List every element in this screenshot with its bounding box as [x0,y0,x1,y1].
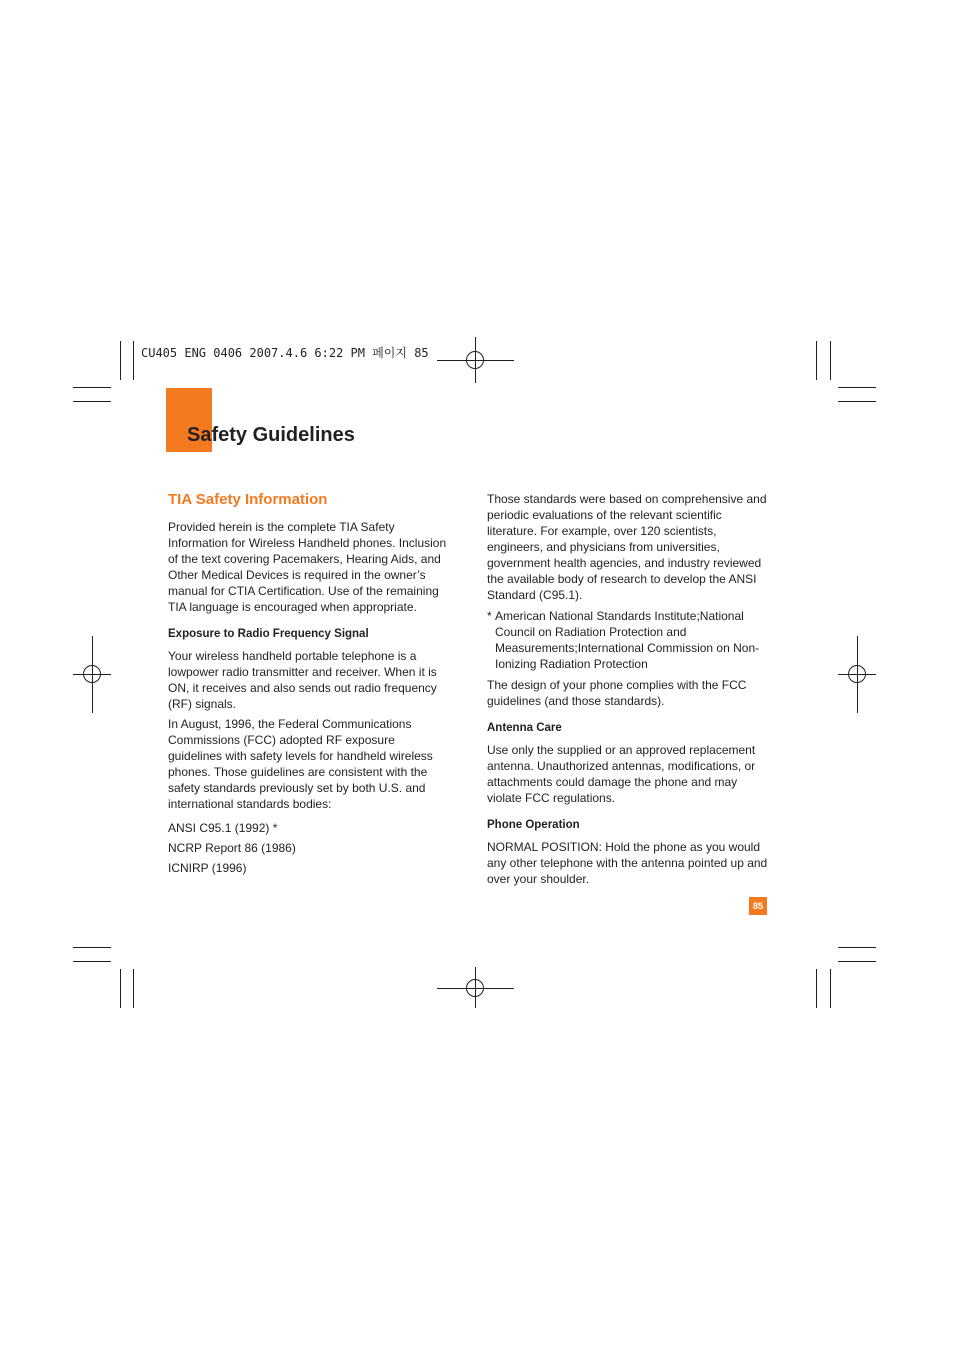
antenna-paragraph: Use only the supplied or an approved replacement antenna. Unauthorized antennas, modifications, or attachments could damage the phone and may violate FCC regulations. [487,743,756,805]
rf-paragraph: Your wireless handheld portable telephone is a lowpower radio transmitter and receiver. When it is ON, it receives and also sends out radio frequency (RF) signals. [168,649,437,711]
section-heading: TIA Safety Information [168,491,328,508]
standards-paragraph: Those standards were based on comprehensive and periodic evaluations of the relevant scientific literature. For example, over 120 scientists, engineers, and physicians from universities, government health agencies, and industry reviewed the available body of research to develop the ANSI Standard (C95.1). [487,492,767,602]
crop-mark [816,969,817,1008]
crop-mark [830,341,831,380]
crop-mark [133,969,134,1008]
subsection-heading: Exposure to Radio Frequency Signal [168,628,369,640]
crop-mark [73,961,111,962]
left-column [168,491,452,880]
operation-heading: Phone Operation [487,819,580,831]
footnote-text: American National Standards Institute;National Council on Radiation Protection and Measurements;International Commission on Non-Ionizing Radiation Protection [495,609,760,671]
crop-mark [120,341,121,380]
page-title: Safety Guidelines [187,424,355,446]
crop-mark [73,387,111,388]
standard-reference: ICNIRP (1996) [168,861,247,875]
crop-mark [830,969,831,1008]
footnote [487,608,769,672]
crop-mark [838,401,876,402]
crop-mark [73,947,111,948]
crop-mark [133,341,134,380]
crop-mark [816,341,817,380]
print-slug: CU405 ENG 0406 2007.4.6 6:22 PM 페이지 85 [141,346,429,360]
crop-mark [838,387,876,388]
crop-mark [838,947,876,948]
crop-mark [120,969,121,1008]
intro-paragraph: Provided herein is the complete TIA Safety Information for Wireless Handheld phones. Inclusion of the text covering Pacemakers, Hearing Aids, and Other Medical Devices is required in the owner’s manual for CTIA Certification. Use of the remaining TIA language is encouraged when appropriate. [168,520,447,614]
crop-mark [838,961,876,962]
asterisk-mark: * [487,609,492,623]
page-number-badge: 85 [749,897,767,915]
design-paragraph: The design of your phone complies with the FCC guidelines (and those standards). [487,678,747,708]
standard-reference: ANSI C95.1 (1992) * [168,821,278,835]
crop-mark [73,401,111,402]
standard-reference: NCRP Report 86 (1986) [168,841,296,855]
operation-paragraph: NORMAL POSITION: Hold the phone as you would any other telephone with the antenna pointed up and over your shoulder. [487,840,768,886]
antenna-heading: Antenna Care [487,722,562,734]
right-column [487,491,769,891]
fcc-paragraph: In August, 1996, the Federal Communications Commissions (FCC) adopted RF exposure guidelines with safety levels for handheld wireless phones. Those guidelines are consistent with the safety standards previously set by both U.S. and international standards bodies: [168,717,433,811]
